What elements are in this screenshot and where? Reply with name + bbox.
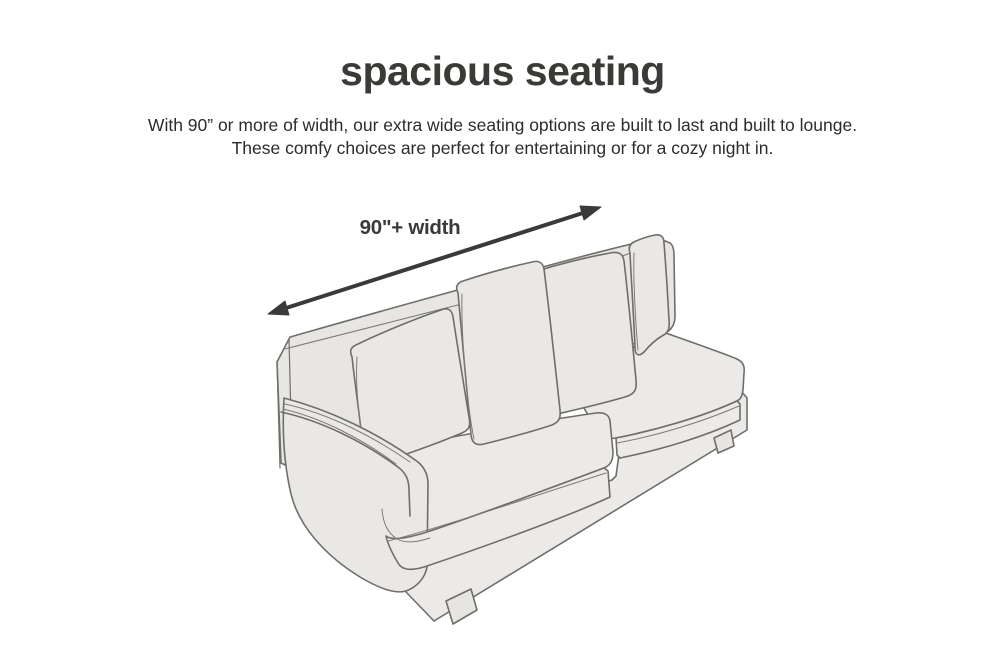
- arrowhead-left: [268, 301, 289, 315]
- description-line-2: These comfy choices are perfect for entertaining or for a cozy night in.: [231, 138, 774, 158]
- back-pillow-2: [457, 261, 561, 444]
- arrowhead-right: [580, 206, 601, 220]
- page-title: spacious seating: [340, 48, 665, 94]
- description-line-1: With 90” or more of width, our extra wide seating options are built to last and built to lounge.: [147, 115, 858, 135]
- dimension-label: 90"+ width: [359, 216, 461, 239]
